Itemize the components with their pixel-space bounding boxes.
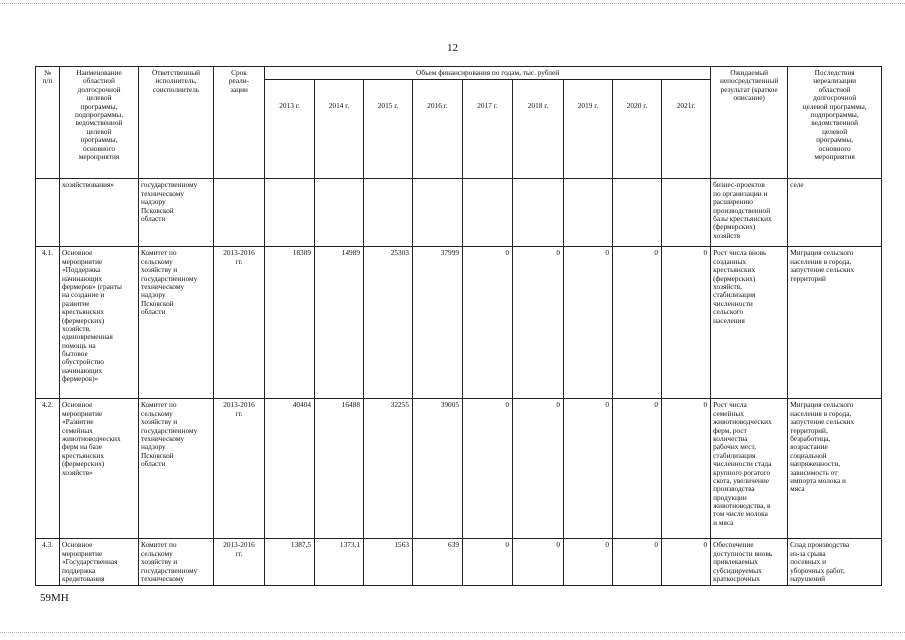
year-header: 2020 г. xyxy=(613,80,662,179)
row-consequences: Миграция сельского населения в города, запустение сельских территорий xyxy=(788,247,882,399)
row-value: 639 xyxy=(413,539,463,586)
row-responsible: Комитет по сельскому хозяйству и государственному техническому надзору Псковской области xyxy=(139,247,214,399)
header-term: Срок реали- зации xyxy=(214,67,265,179)
row-value xyxy=(564,179,613,247)
row-value xyxy=(463,179,513,247)
row-value: 0 xyxy=(564,247,613,399)
row-num: 4.1. xyxy=(36,247,60,399)
row-value: 0 xyxy=(613,399,662,539)
row-result: бизнес-проектов по организации и расширению производственной базы крестьянских (фермерских) хозяйств xyxy=(711,179,788,247)
row-name: Основное мероприятие «Государственная поддержка кредитования xyxy=(60,539,139,586)
row-name: Основное мероприятие «Развитие семейных животноводческих ферм на базе крестьянских (фермерских) хозяйств» xyxy=(60,399,139,539)
row-value: 39005 xyxy=(413,399,463,539)
row-term xyxy=(214,179,265,247)
footer-code: 59МН xyxy=(40,592,69,604)
row-value: 18389 xyxy=(265,247,315,399)
row-value: 0 xyxy=(564,539,613,586)
table-row xyxy=(36,179,882,247)
row-value xyxy=(265,179,315,247)
row-value xyxy=(413,179,463,247)
scan-artifact-bottom xyxy=(0,632,905,633)
row-value: 0 xyxy=(564,399,613,539)
row-term: 2013-2016 гг. xyxy=(214,247,265,399)
row-value: 14989 xyxy=(315,247,364,399)
year-header: 2017 г. xyxy=(463,80,513,179)
row-value: 40404 xyxy=(265,399,315,539)
header-funding: Объем финансирования по годам, тыс. рублей xyxy=(265,67,711,80)
header-consequences: Последствия нереализации областной долгосрочной целевой программы, подпрограммы, ведомственной целевой программы, основного мероприятия xyxy=(788,67,882,179)
row-value: 0 xyxy=(662,539,711,586)
table-row xyxy=(36,399,882,539)
row-value: 0 xyxy=(513,247,564,399)
year-header: 2016 г. xyxy=(413,80,463,179)
row-value: 0 xyxy=(662,399,711,539)
table-row xyxy=(36,247,882,399)
row-value: 37999 xyxy=(413,247,463,399)
year-header: 2013 г. xyxy=(265,80,315,179)
row-value xyxy=(613,179,662,247)
row-value: 16488 xyxy=(315,399,364,539)
row-name: хозяйствования» xyxy=(60,179,139,247)
table-header-row xyxy=(36,67,882,80)
year-header: 2021г. xyxy=(662,80,711,179)
row-value xyxy=(662,179,711,247)
row-name: Основное мероприятие «Поддержка начинающих фермеров» (гранты на создание и развитие крестьянских (фермерских) хозяйств, единовременная помощь на бытовое обустройство начинающих фермеров)» xyxy=(60,247,139,399)
row-term: 2013-2016 гг. xyxy=(214,399,265,539)
row-num: 4.2. xyxy=(36,399,60,539)
row-value xyxy=(513,179,564,247)
row-consequences: Спад производства из-за срыва посевных и уборочных работ, нарушений xyxy=(788,539,882,586)
row-value: 0 xyxy=(463,539,513,586)
row-consequences: Миграция сельского населения в города, запустение сельских территорий, безработица, возрастание социальной напряженности, зависимость от импорта молока и мяса xyxy=(788,399,882,539)
scan-artifact-top xyxy=(0,3,905,4)
program-table xyxy=(35,66,882,586)
year-header: 2018 г. xyxy=(513,80,564,179)
row-value: 0 xyxy=(513,539,564,586)
row-value xyxy=(315,179,364,247)
row-value: 1373,1 xyxy=(315,539,364,586)
row-result: Рост числа семейных животноводческих ферм, рост количества рабочих мест, стабилизация численности стада крупного рогатого скота, увеличение производства продукции животноводства, в том числе молока и мяса xyxy=(711,399,788,539)
row-responsible: Комитет по сельскому хозяйству и государственному техническому надзору Псковской области xyxy=(139,399,214,539)
row-value: 0 xyxy=(463,399,513,539)
row-value xyxy=(364,179,413,247)
row-responsible: Комитет по сельскому хозяйству и государственному техническому xyxy=(139,539,214,586)
row-result: Обеспечение доступности вновь привлекаемых субсидируемых краткосрочных xyxy=(711,539,788,586)
page-number: 12 xyxy=(447,42,458,54)
row-term: 2013-2016 гг. xyxy=(214,539,265,586)
row-num: 4.3. xyxy=(36,539,60,586)
header-name: Наименование областной долгосрочной целевой программы, подпрограммы, ведомственной целевой программы, основного мероприятия xyxy=(60,67,139,179)
header-responsible: Ответственный исполнитель, соисполнитель xyxy=(139,67,214,179)
row-value: 25303 xyxy=(364,247,413,399)
row-value: 0 xyxy=(662,247,711,399)
row-value: 32255 xyxy=(364,399,413,539)
row-value: 0 xyxy=(613,539,662,586)
row-value: 0 xyxy=(513,399,564,539)
row-num xyxy=(36,179,60,247)
header-result: Ожидаемый непосредственный результат (краткое описание) xyxy=(711,67,788,179)
row-value: 0 xyxy=(613,247,662,399)
year-header: 2019 г. xyxy=(564,80,613,179)
row-responsible: государственному техническому надзору Псковской области xyxy=(139,179,214,247)
year-header: 2015 г. xyxy=(364,80,413,179)
row-value: 0 xyxy=(463,247,513,399)
header-num: № п/п xyxy=(36,67,60,179)
row-value: 1387,5 xyxy=(265,539,315,586)
row-result: Рост числа вновь созданных крестьянских (фермерских) хозяйств, стабилизация численности сельского населения xyxy=(711,247,788,399)
row-value: 1563 xyxy=(364,539,413,586)
row-consequences: селе xyxy=(788,179,882,247)
year-header: 2014 г. xyxy=(315,80,364,179)
table-row xyxy=(36,539,882,586)
